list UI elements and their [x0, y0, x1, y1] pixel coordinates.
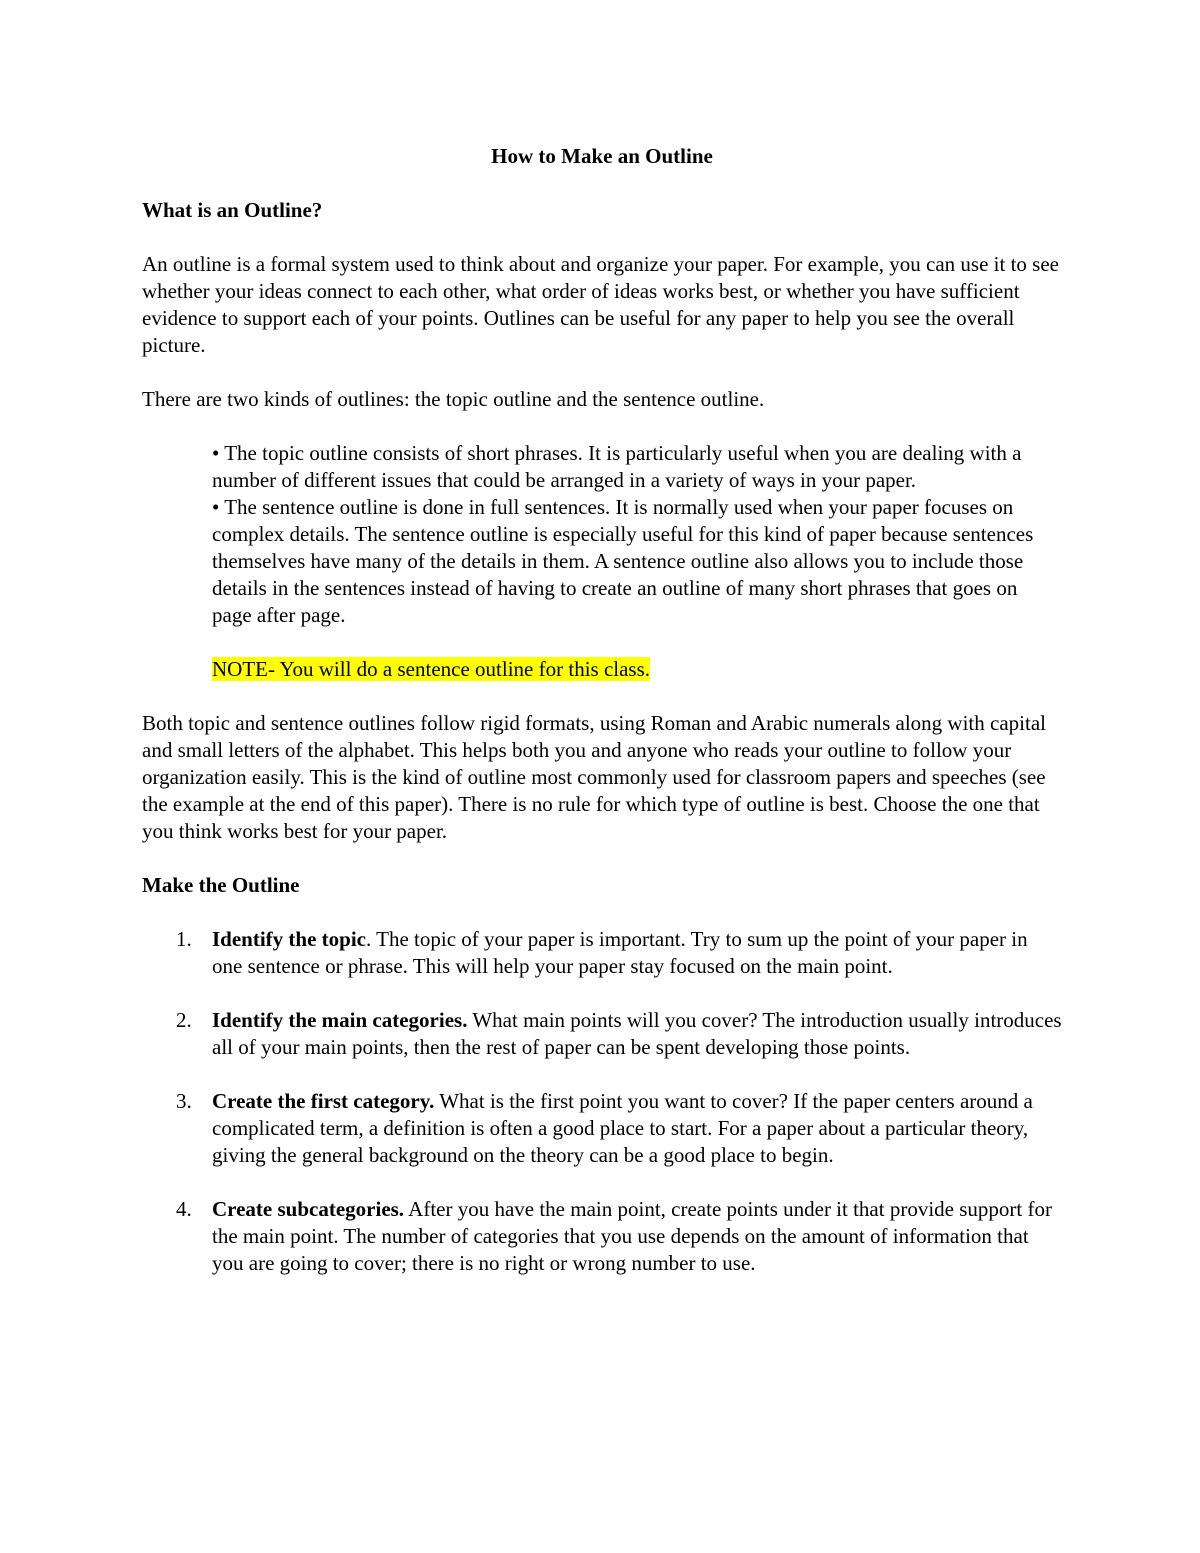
- step-text: . The topic of your paper is important. Try to sum up the point of your paper in one sentence or phrase. This will help your paper stay focused on the main point.: [212, 927, 1028, 978]
- step-bold-label: Identify the main categories.: [212, 1008, 468, 1032]
- section-heading-make-outline: Make the Outline: [142, 873, 300, 897]
- step-number: 1.: [176, 927, 192, 951]
- bullet-sentence-outline: • The sentence outline is done in full sentences. It is normally used when your paper focuses on complex details. The sentence outline is especially useful for this kind of paper because sentences themselves have many of the details in them. A sentence outline also allows you to include those details in the sentences instead of having to create an outline of many short phrases that goes on page after page.: [212, 495, 1034, 627]
- step-bold-label: Identify the topic: [212, 927, 366, 951]
- step-number: 3.: [176, 1089, 192, 1113]
- kinds-paragraph: There are two kinds of outlines: the topic outline and the sentence outline.: [142, 387, 765, 411]
- step-number: 4.: [176, 1197, 192, 1221]
- highlighted-note: NOTE- You will do a sentence outline for this class.: [212, 657, 651, 681]
- step-number: 2.: [176, 1008, 192, 1032]
- intro-paragraph: An outline is a formal system used to think about and organize your paper. For example, you can use it to see whether your ideas connect to each other, what order of ideas works best, or whether you have sufficient evidence to support each of your points. Outlines can be useful for any paper to help you see the overall picture.: [142, 252, 1059, 357]
- document-title: How to Make an Outline: [491, 144, 713, 168]
- step-text: What main points will you cover? The introduction usually introduces all of your main points, then the rest of paper can be spent developing those points.: [212, 1008, 1062, 1059]
- step-text: After you have the main point, create points under it that provide support for the main point. The number of categories that you use depends on the amount of information that you are going to cover; there is no right or wrong number to use.: [212, 1197, 1052, 1275]
- formats-paragraph: Both topic and sentence outlines follow rigid formats, using Roman and Arabic numerals along with capital and small letters of the alphabet. This helps both you and anyone who reads your outline to follow your organization easily. This is the kind of outline most commonly used for classroom papers and speeches (see the example at the end of this paper). There is no rule for which type of outline is best. Choose the one that you think works best for your paper.: [142, 711, 1046, 843]
- list-item: [142, 926, 1062, 980]
- list-item: [142, 1007, 1062, 1061]
- bullet-topic-outline: • The topic outline consists of short phrases. It is particularly useful when you are dealing with a number of different issues that could be arranged in a variety of ways in your paper.: [212, 441, 1022, 492]
- document-page: [142, 143, 1062, 1304]
- step-bold-label: Create subcategories.: [212, 1197, 405, 1221]
- list-item: [142, 1196, 1062, 1277]
- steps-list: [142, 926, 1062, 1277]
- outline-types-list: [212, 440, 1062, 629]
- note-block: [212, 656, 1062, 683]
- section-heading-what-is-outline: What is an Outline?: [142, 198, 323, 222]
- list-item: [142, 1088, 1062, 1169]
- step-bold-label: Create the first category.: [212, 1089, 435, 1113]
- step-text: What is the first point you want to cover? If the paper centers around a complicated term, a definition is often a good place to start. For a paper about a particular theory, giving the general background on the theory can be a good place to begin.: [212, 1089, 1033, 1167]
